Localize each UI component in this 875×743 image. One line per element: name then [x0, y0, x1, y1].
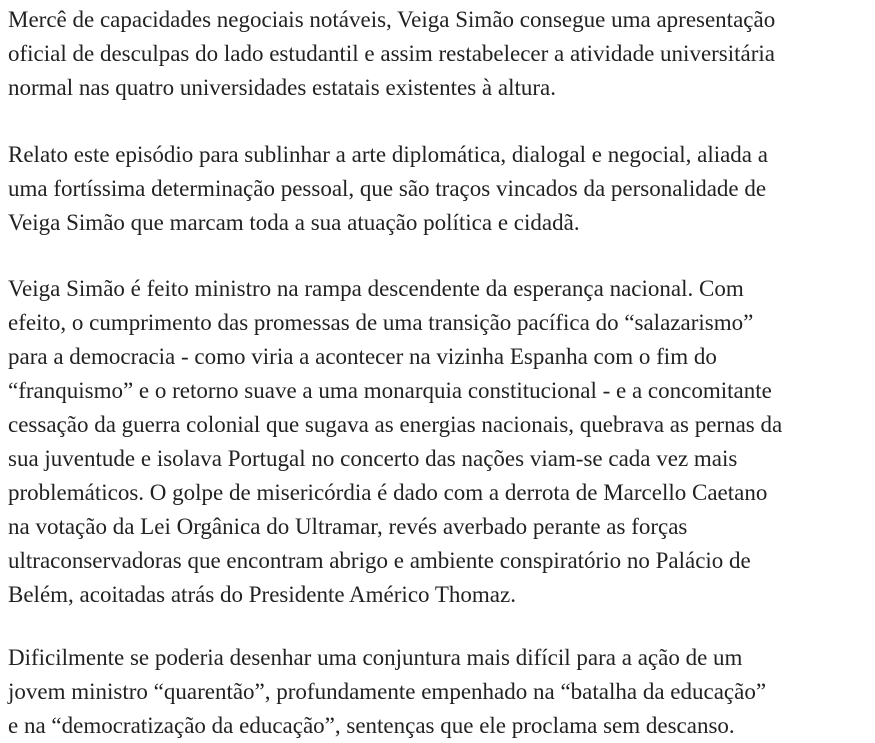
text-line: “franquismo” e o retorno suave a uma monarquia constitucional - e a concomitante [8, 378, 772, 403]
text-line: e na “democratização da educação”, sentenças que ele proclama sem descanso. [8, 713, 735, 738]
text-line: Dificilmente se poderia desenhar uma conjuntura mais difícil para a ação de um [8, 645, 743, 670]
paragraph [8, 272, 875, 612]
text-line: normal nas quatro universidades estatais existentes à altura. [8, 75, 556, 100]
text-line: ultraconservadoras que encontram abrigo e ambiente conspiratório no Palácio de [8, 548, 751, 573]
text-line: sua juventude e isolava Portugal no concerto das nações viam-se cada vez mais [8, 446, 738, 471]
text-line: Veiga Simão que marcam toda a sua atuação política e cidadã. [8, 210, 580, 235]
paragraph [8, 138, 875, 240]
text-line: cessação da guerra colonial que sugava as energias nacionais, quebrava as pernas da [8, 412, 783, 437]
text-line: para a democracia - como viria a acontecer na vizinha Espanha com o fim do [8, 344, 717, 369]
paragraph [8, 3, 875, 105]
text-line: na votação da Lei Orgânica do Ultramar, revés averbado perante as forças [8, 514, 688, 539]
text-line: uma fortíssima determinação pessoal, que são traços vincados da personalidade de [8, 176, 767, 201]
text-line: Veiga Simão é feito ministro na rampa descendente da esperança nacional. Com [8, 276, 744, 301]
text-line: efeito, o cumprimento das promessas de uma transição pacífica do “salazarismo” [8, 310, 754, 335]
text-line: Mercê de capacidades negociais notáveis, Veiga Simão consegue uma apresentação [8, 7, 776, 32]
text-line: problemáticos. O golpe de misericórdia é dado com a derrota de Marcello Caetano [8, 480, 768, 505]
text-line: Belém, acoitadas atrás do Presidente Américo Thomaz. [8, 582, 516, 607]
text-line: jovem ministro “quarentão”, profundamente empenhado na “batalha da educação” [8, 679, 767, 704]
text-line: oficial de desculpas do lado estudantil e assim restabelecer a atividade universitária [8, 41, 776, 66]
paragraph [8, 641, 875, 743]
text-line: Relato este episódio para sublinhar a arte diplomática, dialogal e negocial, aliada a [8, 142, 768, 167]
